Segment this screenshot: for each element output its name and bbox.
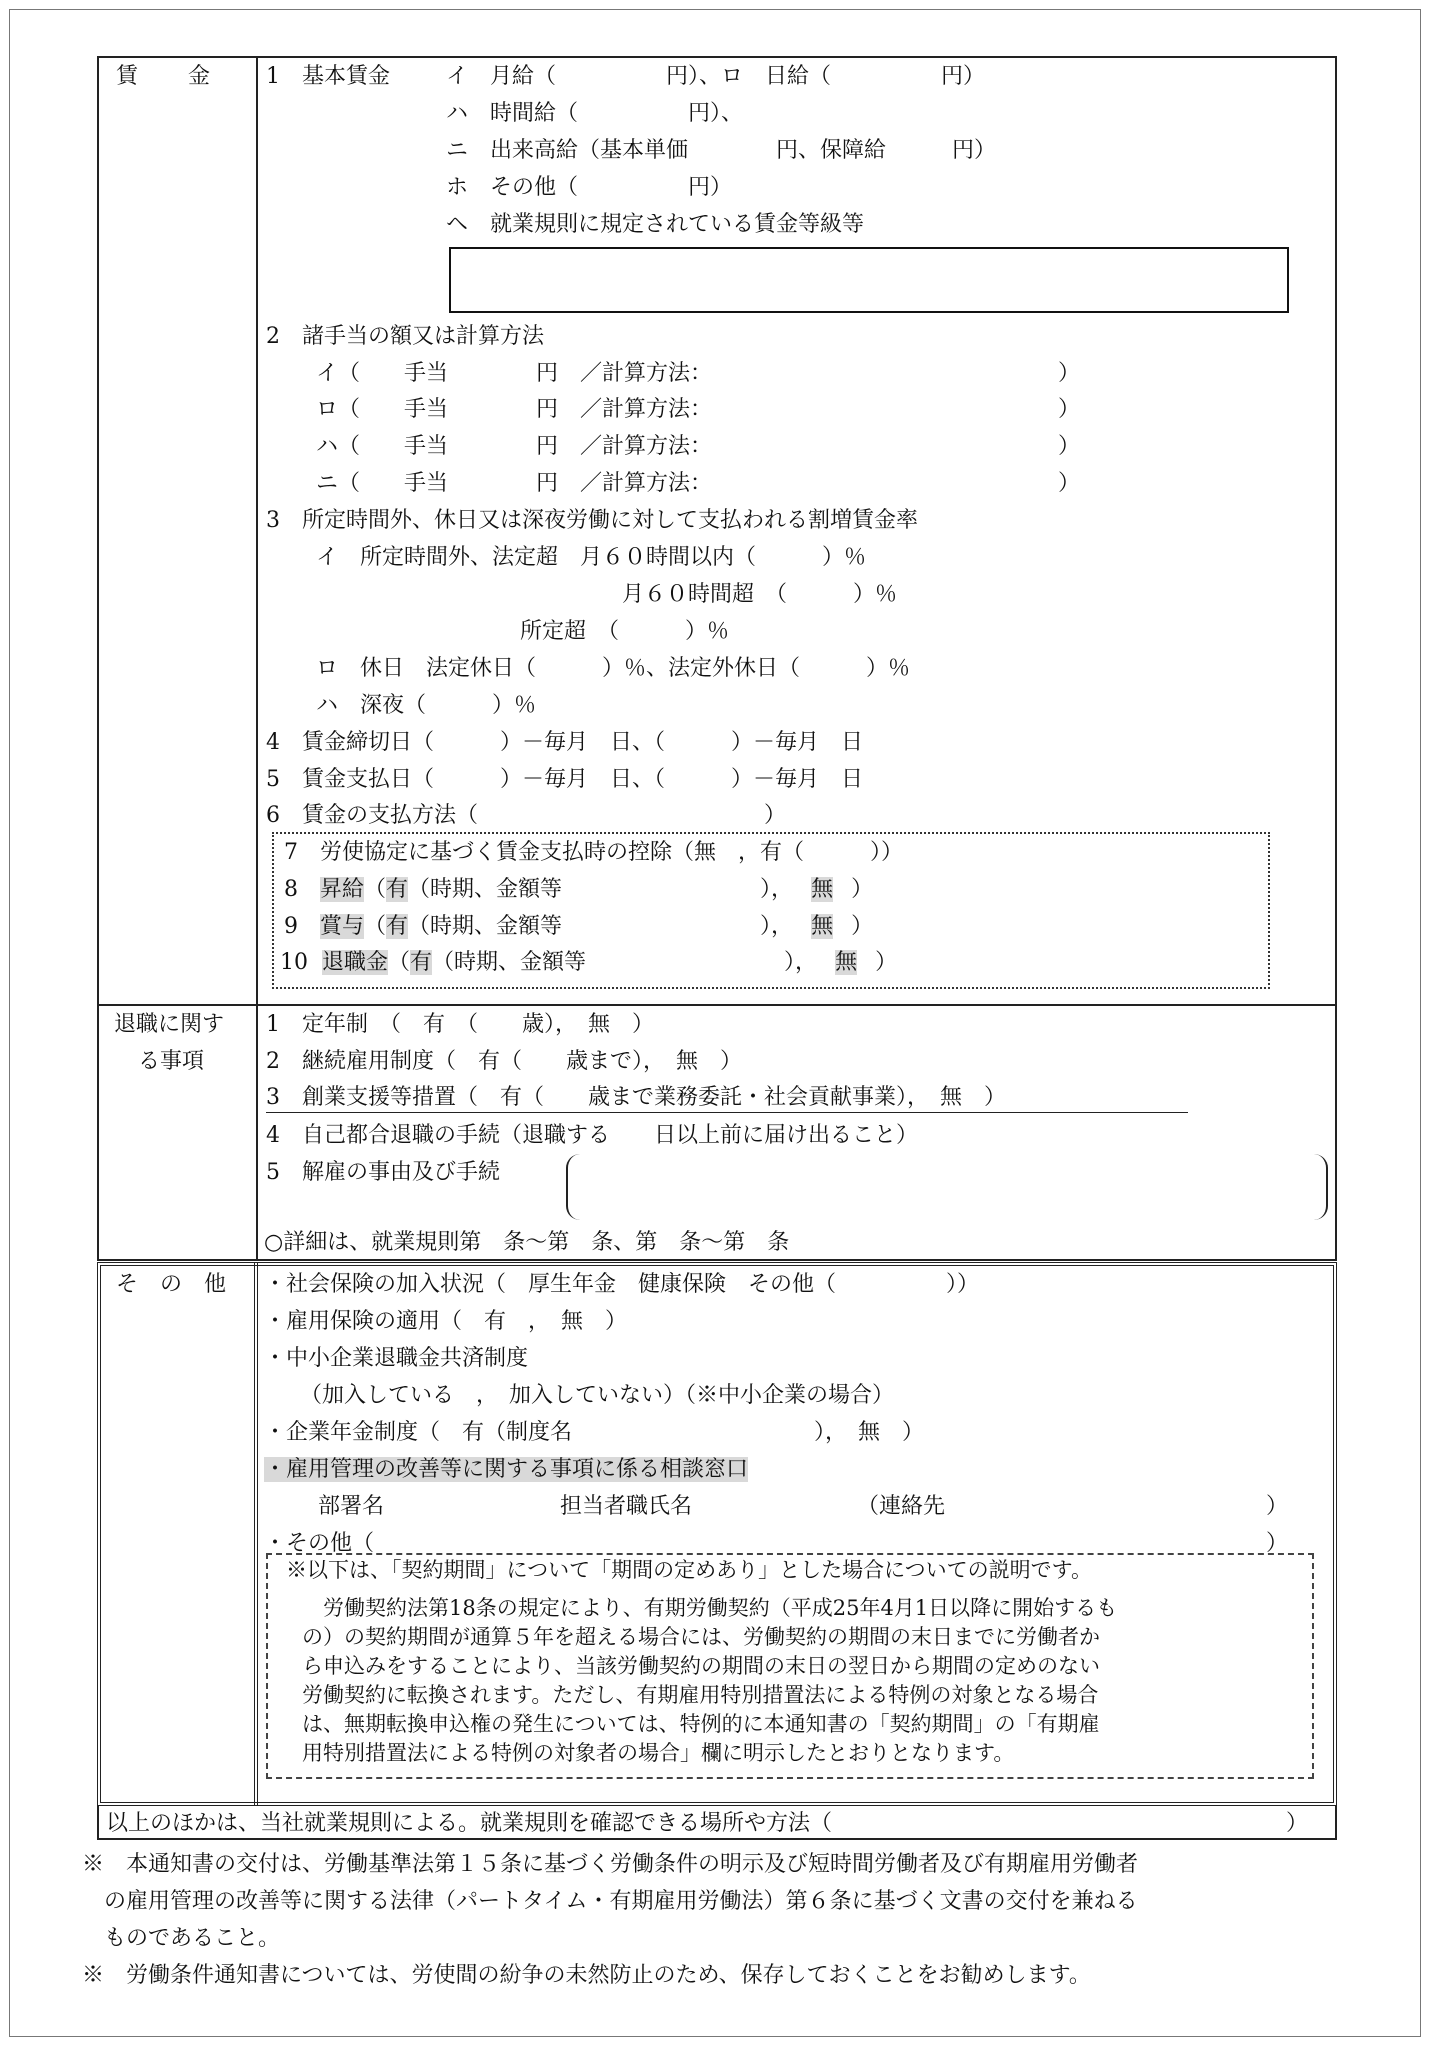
allowance-d-close: ） <box>1058 471 1081 496</box>
wages-label: 賃 金 <box>116 64 213 89</box>
raise-no[interactable]: 無 <box>811 877 834 902</box>
mutual-aid-options: （加入している ， 加入していない）（※中小企業の場合） <box>300 1383 895 1408</box>
note-line: の雇用管理の改善等に関する法律（パートタイム・有期雇用労働法）第６条に基づく文書の交付を兼ねる <box>82 1889 1138 1914</box>
raise-detail: （時期、金額等 ）， <box>408 877 794 902</box>
note-line: ※ 本通知書の交付は、労働基準法第１５条に基づく労働条件の明示及び短時間労働者及び有期雇用労働者 <box>82 1852 1139 1877</box>
consultation-contact: 部署名 担当者職氏名 （連絡先 <box>318 1494 946 1519</box>
wage-deduction: 7 労使協定に基づく賃金支払時の控除（無 ，有（ ）） <box>284 840 903 865</box>
wage-payment-method: 6 賃金の支払方法（ ） <box>266 803 786 828</box>
allowance-d: ニ（ 手当 円 ／計算方法： <box>316 471 713 496</box>
bonus-num: 9 <box>284 914 298 939</box>
retire-label-line1: 退職に関す <box>114 1012 225 1037</box>
bonus-detail: （時期、金額等 ）， <box>408 914 794 939</box>
other-item: ・その他（ <box>264 1531 375 1556</box>
notes <box>82 1846 1138 1994</box>
severance-open-paren: （ <box>388 950 411 975</box>
raise-row <box>284 875 873 905</box>
severance-detail: （時期、金額等 ）， <box>432 950 818 975</box>
premium-overtime-over60: 月６０時間超 （ ）％ <box>622 582 898 607</box>
voluntary-resignation: 4 自己都合退職の手続（退職する 日以上前に届け出ること） <box>266 1123 918 1148</box>
retirement-age: 1 定年制 （ 有 （ 歳）， 無 ） <box>266 1012 654 1037</box>
allowance-a: イ（ 手当 円 ／計算方法： <box>316 361 713 386</box>
premium-holiday: ロ 休日 法定休日（ ）％、法定外休日（ ）％ <box>316 656 911 681</box>
note-line: ものであること。 <box>82 1926 281 1951</box>
retire-details: ○詳細は、就業規則第 条～第 条、第 条～第 条 <box>264 1230 790 1255</box>
wages-label-divider <box>256 56 258 1006</box>
severance-yes[interactable]: 有 <box>410 950 433 975</box>
allowance-b-close: ） <box>1058 397 1081 422</box>
bonus-yes[interactable]: 有 <box>386 914 409 939</box>
wage-closing-date: 4 賃金締切日（ ）－毎月 日、（ ）－毎月 日 <box>266 730 863 755</box>
consultation-desk <box>264 1455 748 1485</box>
base-wage-heading: 1 基本賃金 <box>266 64 390 89</box>
notice-line: は、無期転換申込権の発生については、特例的に本通知書の「契約期間」の「有期雇 <box>302 1712 1100 1736</box>
base-wage-other: ホ その他（ 円） <box>446 175 733 200</box>
consultation-close: ） <box>1266 1494 1289 1519</box>
note-line: ※ 労働条件通知書については、労使間の紛争の未然防止のため、保存しておくことをお勧めします。 <box>82 1963 1091 1988</box>
notice-line: の）の契約期間が通算５年を超える場合には、労働契約の期間の末日までに労働者か <box>302 1625 1100 1649</box>
bonus-open-paren: （ <box>364 914 387 939</box>
severance-end: ） <box>875 950 898 975</box>
retire-label-line2: る事項 <box>138 1049 205 1074</box>
dismissal-reasons-input[interactable] <box>566 1154 1328 1220</box>
bonus-no[interactable]: 無 <box>811 914 834 939</box>
business-support-measures: 3 創業支援等措置（ 有（ 歳まで業務委託・社会貢献事業）， 無 ） <box>266 1084 1188 1113</box>
notice-body <box>302 1594 1117 1768</box>
notice-title: ※以下は、「契約期間」について「期間の定めあり」とした場合についての説明です。 <box>286 1558 1092 1582</box>
wage-grade-input[interactable] <box>449 247 1289 313</box>
premium-overtime-60: イ 所定時間外、法定超 月６０時間以内（ ）％ <box>316 545 867 570</box>
notice-line: 労働契約に転換されます。ただし、有期雇用特別措置法による特例の対象となる場合 <box>302 1683 1099 1707</box>
raise-end: ） <box>851 877 874 902</box>
severance-row <box>280 948 897 978</box>
social-insurance: ・社会保険の加入状況（ 厚生年金 健康保険 その他（ ）） <box>264 1272 980 1297</box>
base-wage-piece-rate: ニ 出来高給（基本単価 円、保障給 円） <box>446 138 997 163</box>
allowance-c: ハ（ 手当 円 ／計算方法： <box>316 434 713 459</box>
base-wage-grade: ヘ 就業規則に規定されている賃金等級等 <box>446 212 865 237</box>
premium-heading: 3 所定時間外、休日又は深夜労働に対して支払われる割増賃金率 <box>266 508 918 533</box>
employment-insurance: ・雇用保険の適用（ 有 ， 無 ） <box>264 1309 628 1334</box>
allowance-heading: 2 諸手当の額又は計算方法 <box>266 324 544 349</box>
notice-line: 用特別措置法による特例の対象者の場合」欄に明示したとおりとなります。 <box>302 1741 1015 1765</box>
dismissal-reasons: 5 解雇の事由及び手続 <box>266 1160 500 1185</box>
work-rules-location: 以上のほかは、当社就業規則による。就業規則を確認できる場所や方法（ <box>106 1811 833 1836</box>
bonus-label: 賞与 <box>320 914 365 939</box>
raise-label: 昇給 <box>320 877 365 902</box>
consultation-desk-label: ・雇用管理の改善等に関する事項に係る相談窓口 <box>264 1457 749 1482</box>
raise-open-paren: （ <box>364 877 387 902</box>
notice-line: ら申込みをすることにより、当該労働契約の期間の末日の翌日から期間の定めのない <box>302 1654 1100 1678</box>
raise-yes[interactable]: 有 <box>386 877 409 902</box>
base-wage-monthly-daily: イ 月給（ 円）、ロ 日給（ 円） <box>446 64 986 89</box>
continued-employment: 2 継続雇用制度（ 有（ 歳まで）， 無 ） <box>266 1049 742 1074</box>
allowance-c-close: ） <box>1058 434 1081 459</box>
severance-label: 退職金 <box>322 950 389 975</box>
allowance-a-close: ） <box>1058 361 1081 386</box>
raise-num: 8 <box>284 877 298 902</box>
severance-num: 10 <box>280 950 308 975</box>
mutual-aid: ・中小企業退職金共済制度 <box>264 1346 529 1371</box>
retire-label-divider <box>256 1004 258 1261</box>
corporate-pension: ・企業年金制度（ 有（制度名 ）， 無 ） <box>264 1420 925 1445</box>
bonus-end: ） <box>851 914 874 939</box>
notice-line: 労働契約法第18条の規定により、有期労働契約（平成25年4月1日以降に開始するも <box>302 1596 1118 1620</box>
severance-no[interactable]: 無 <box>835 950 858 975</box>
premium-overtime-scheduled: 所定超 （ ）％ <box>520 619 730 644</box>
wage-payment-date: 5 賃金支払日（ ）－毎月 日、（ ）－毎月 日 <box>266 767 863 792</box>
other-label: そ の 他 <box>116 1272 227 1297</box>
premium-night: ハ 深夜（ ）％ <box>316 693 537 718</box>
base-wage-hourly: ハ 時間給（ 円）、 <box>446 101 744 126</box>
work-rules-close: ） <box>1286 1811 1309 1836</box>
other-item-close: ） <box>1266 1531 1289 1556</box>
other-label-divider <box>254 1262 258 1806</box>
bonus-row <box>284 912 873 942</box>
allowance-b: ロ（ 手当 円 ／計算方法： <box>316 397 713 422</box>
